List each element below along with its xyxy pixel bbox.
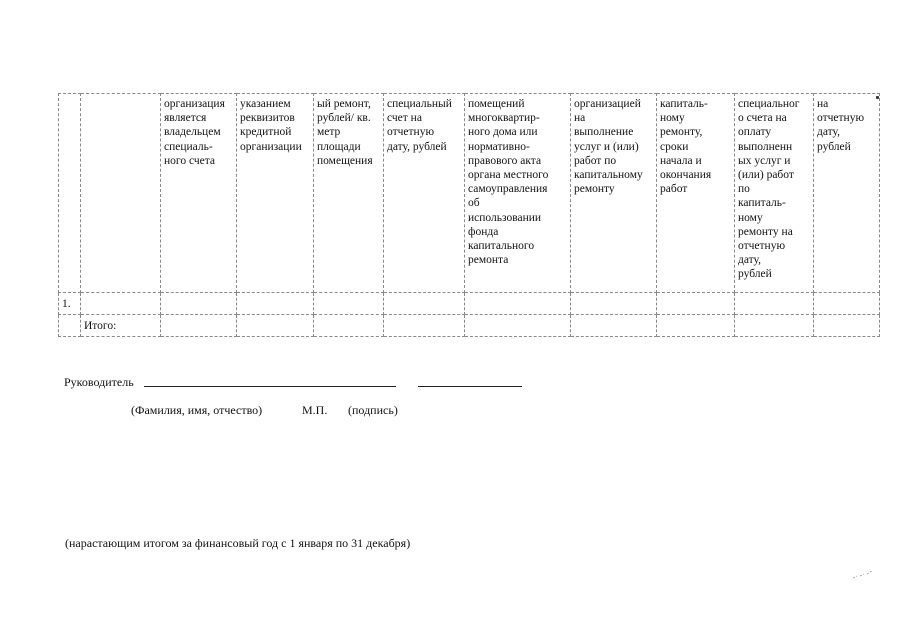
table-cell: [237, 315, 314, 337]
table-cell: [465, 293, 571, 315]
director-label: Руководитель: [64, 375, 134, 389]
header-cell-number: [59, 94, 81, 293]
table-row: [59, 293, 880, 315]
header-cell-contribution-rate: ый ремонт, рублей/ кв. метр площади помещения: [314, 94, 384, 293]
table-cell: [814, 293, 880, 315]
table-header-row: [59, 94, 880, 293]
table-cell: [465, 315, 571, 337]
table-cell: [571, 293, 657, 315]
header-cell-account-owner: организация является владельцем специаль- ного счета: [161, 94, 237, 293]
header-cell-decision-document: помещений многоквартир- ного дома или нормативно- правового акта органа местного самоуправления об использовании фонда капитального ремонта: [465, 94, 571, 293]
director-name-line: [144, 386, 396, 387]
signature-caption: (подпись): [348, 403, 398, 417]
header-cell-work-terms: капиталь- ному ремонту, сроки начала и окончания работ: [657, 94, 735, 293]
table-cell: [384, 293, 465, 315]
table-total-row: [59, 315, 880, 337]
table-cell: [314, 315, 384, 337]
table-cell: [59, 315, 81, 337]
table-cell: [657, 315, 735, 337]
table-cell: [161, 293, 237, 315]
total-label: Итого:: [81, 315, 161, 337]
table-cell: [735, 315, 814, 337]
table-cell: [314, 293, 384, 315]
table-cell: [384, 315, 465, 337]
header-cell-special-account-balance: специальный счет на отчетную дату, рублей: [384, 94, 465, 293]
header-cell-name: [81, 94, 161, 293]
header-cell-contractor: организацией на выполнение услуг и (или) работ по капитальному ремонту: [571, 94, 657, 293]
header-cell-reporting-balance: на отчетную дату, рублей: [814, 94, 880, 293]
table-cell: [571, 315, 657, 337]
footnote: (нарастающим итогом за финансовый год с 1 января по 31 декабря): [65, 536, 411, 550]
seal-caption: М.П.: [302, 403, 328, 417]
table-cell: [161, 315, 237, 337]
header-cell-paid-amount: специальног о счета на оплату выполненн ых услуг и (или) работ по капиталь- ному ремонту на отчетную дату, рублей: [735, 94, 814, 293]
table-cell: [657, 293, 735, 315]
row-number: 1.: [59, 293, 81, 315]
header-cell-bank-details: указанием реквизитов кредитной организации: [237, 94, 314, 293]
table-cell: [814, 315, 880, 337]
table-cell: [237, 293, 314, 315]
report-table: [58, 93, 880, 337]
scan-mark: [876, 96, 879, 99]
pencil-mark-icon: [852, 570, 874, 580]
table-cell: [81, 293, 161, 315]
signature-line: [418, 386, 522, 387]
name-caption: (Фамилия, имя, отчество): [131, 403, 263, 417]
table-cell: [735, 293, 814, 315]
